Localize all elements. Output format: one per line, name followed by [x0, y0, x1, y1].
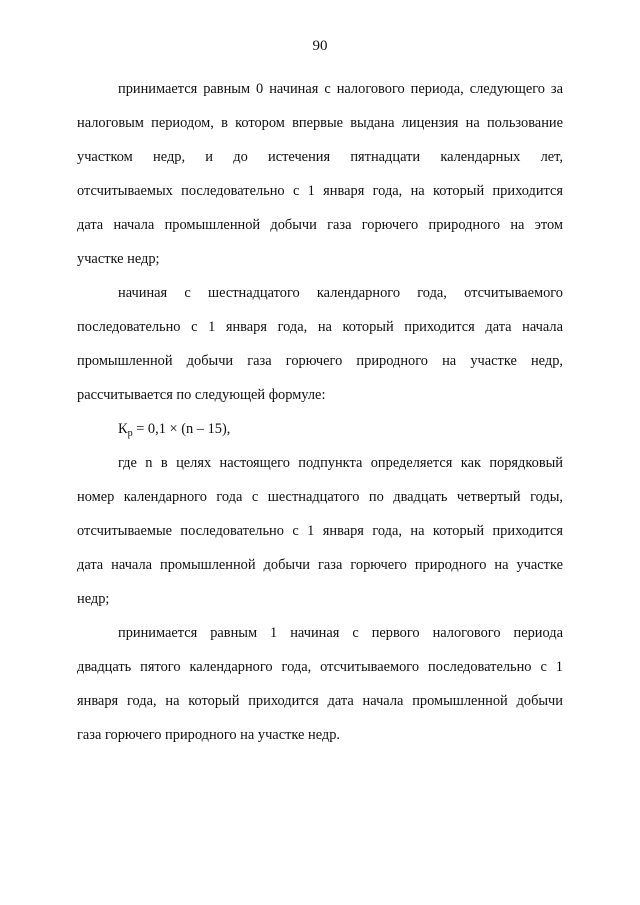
text-line: недр; — [77, 591, 110, 607]
text-line: последовательно с 1 января года, на который приходится дата начала — [77, 319, 563, 335]
text-line: налоговым периодом, в котором впервые выдана лицензия на пользование — [77, 115, 563, 131]
text-line: января года, на который приходится дата начала промышленной добычи — [77, 693, 563, 709]
paragraph — [77, 72, 563, 276]
text-line: отсчитываемые последовательно с 1 января года, на который приходится — [77, 523, 563, 539]
paragraph — [77, 446, 563, 616]
formula-expression: = 0,1 × (n – 15), — [132, 421, 231, 437]
text-line: промышленной добычи газа горючего природного на участке недр, — [77, 353, 563, 369]
text-line: принимается равным 0 начиная с налогового периода, следующего за — [118, 81, 563, 97]
text-line: двадцать пятого календарного года, отсчитываемого последовательно с 1 — [77, 659, 563, 675]
text-line: участком недр, и до истечения пятнадцати календарных лет, — [77, 149, 563, 165]
text-line: рассчитывается по следующей формуле: — [77, 387, 326, 403]
paragraph — [77, 616, 563, 752]
text-line: принимается равным 1 начиная с первого налогового периода — [118, 625, 563, 641]
paragraph — [77, 276, 563, 412]
formula — [77, 412, 563, 446]
formula-subscript: р — [127, 428, 133, 439]
document-body — [77, 72, 563, 752]
text-line: участке недр; — [77, 251, 160, 267]
text-line: газа горючего природного на участке недр. — [77, 727, 340, 743]
text-line: номер календарного года с шестнадцатого по двадцать четвертый годы, — [77, 489, 563, 505]
text-line: где n в целях настоящего подпункта определяется как порядковый — [118, 455, 563, 471]
text-line: дата начала промышленной добычи газа горючего природного на участке — [77, 557, 563, 573]
text-line: отсчитываемых последовательно с 1 января года, на который приходится — [77, 183, 563, 199]
text-line: начиная с шестнадцатого календарного года, отсчитываемого — [118, 285, 563, 301]
page-number: 90 — [312, 38, 328, 54]
formula-symbol: К — [118, 421, 128, 437]
text-line: дата начала промышленной добычи газа горючего природного на этом — [77, 217, 563, 233]
